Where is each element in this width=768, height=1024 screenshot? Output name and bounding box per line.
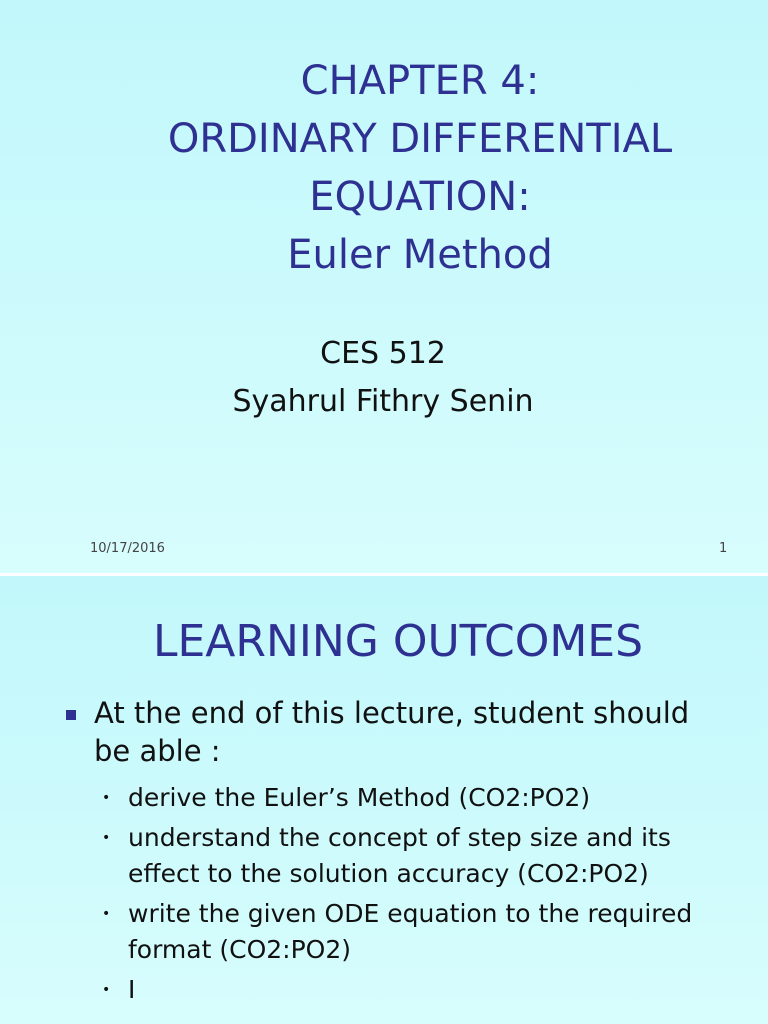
list-item <box>100 896 720 968</box>
slide-subtitle <box>183 330 583 426</box>
page-number: 1 <box>719 541 728 556</box>
bullet-dot-icon: • <box>102 790 111 806</box>
slide-2 <box>0 576 768 1024</box>
outcome-text: derive the Euler’s Method (CO2:PO2) <box>128 783 591 812</box>
bullet-dot-icon: • <box>102 982 111 998</box>
outcome-text: understand the concept of step size and its effect to the solution accuracy (CO2:PO2) <box>128 823 671 888</box>
footer-date: 10/17/2016 <box>90 541 165 556</box>
outcome-text: I <box>128 975 136 1004</box>
title-line: Euler Method <box>287 232 553 278</box>
list-item <box>100 972 720 1008</box>
list-item <box>100 820 720 892</box>
title-line: EQUATION: <box>309 174 531 220</box>
slide-title <box>100 52 740 284</box>
outcome-text: write the given ODE equation to the required format (CO2:PO2) <box>128 899 693 964</box>
title-line: CHAPTER 4: <box>300 58 540 104</box>
intro-text: At the end of this lecture, student should be able : <box>94 696 690 768</box>
bullet-dot-icon: • <box>102 830 111 846</box>
course-code: CES 512 <box>320 336 446 371</box>
title-line: ORDINARY DIFFERENTIAL <box>167 116 673 162</box>
author-name: Syahrul Fithry Senin <box>232 384 534 419</box>
outcomes-list <box>100 780 720 1012</box>
slide-heading: LEARNING OUTCOMES <box>152 616 644 667</box>
list-item <box>100 780 720 816</box>
square-bullet-icon <box>66 710 76 720</box>
bullet-dot-icon: • <box>102 906 111 922</box>
